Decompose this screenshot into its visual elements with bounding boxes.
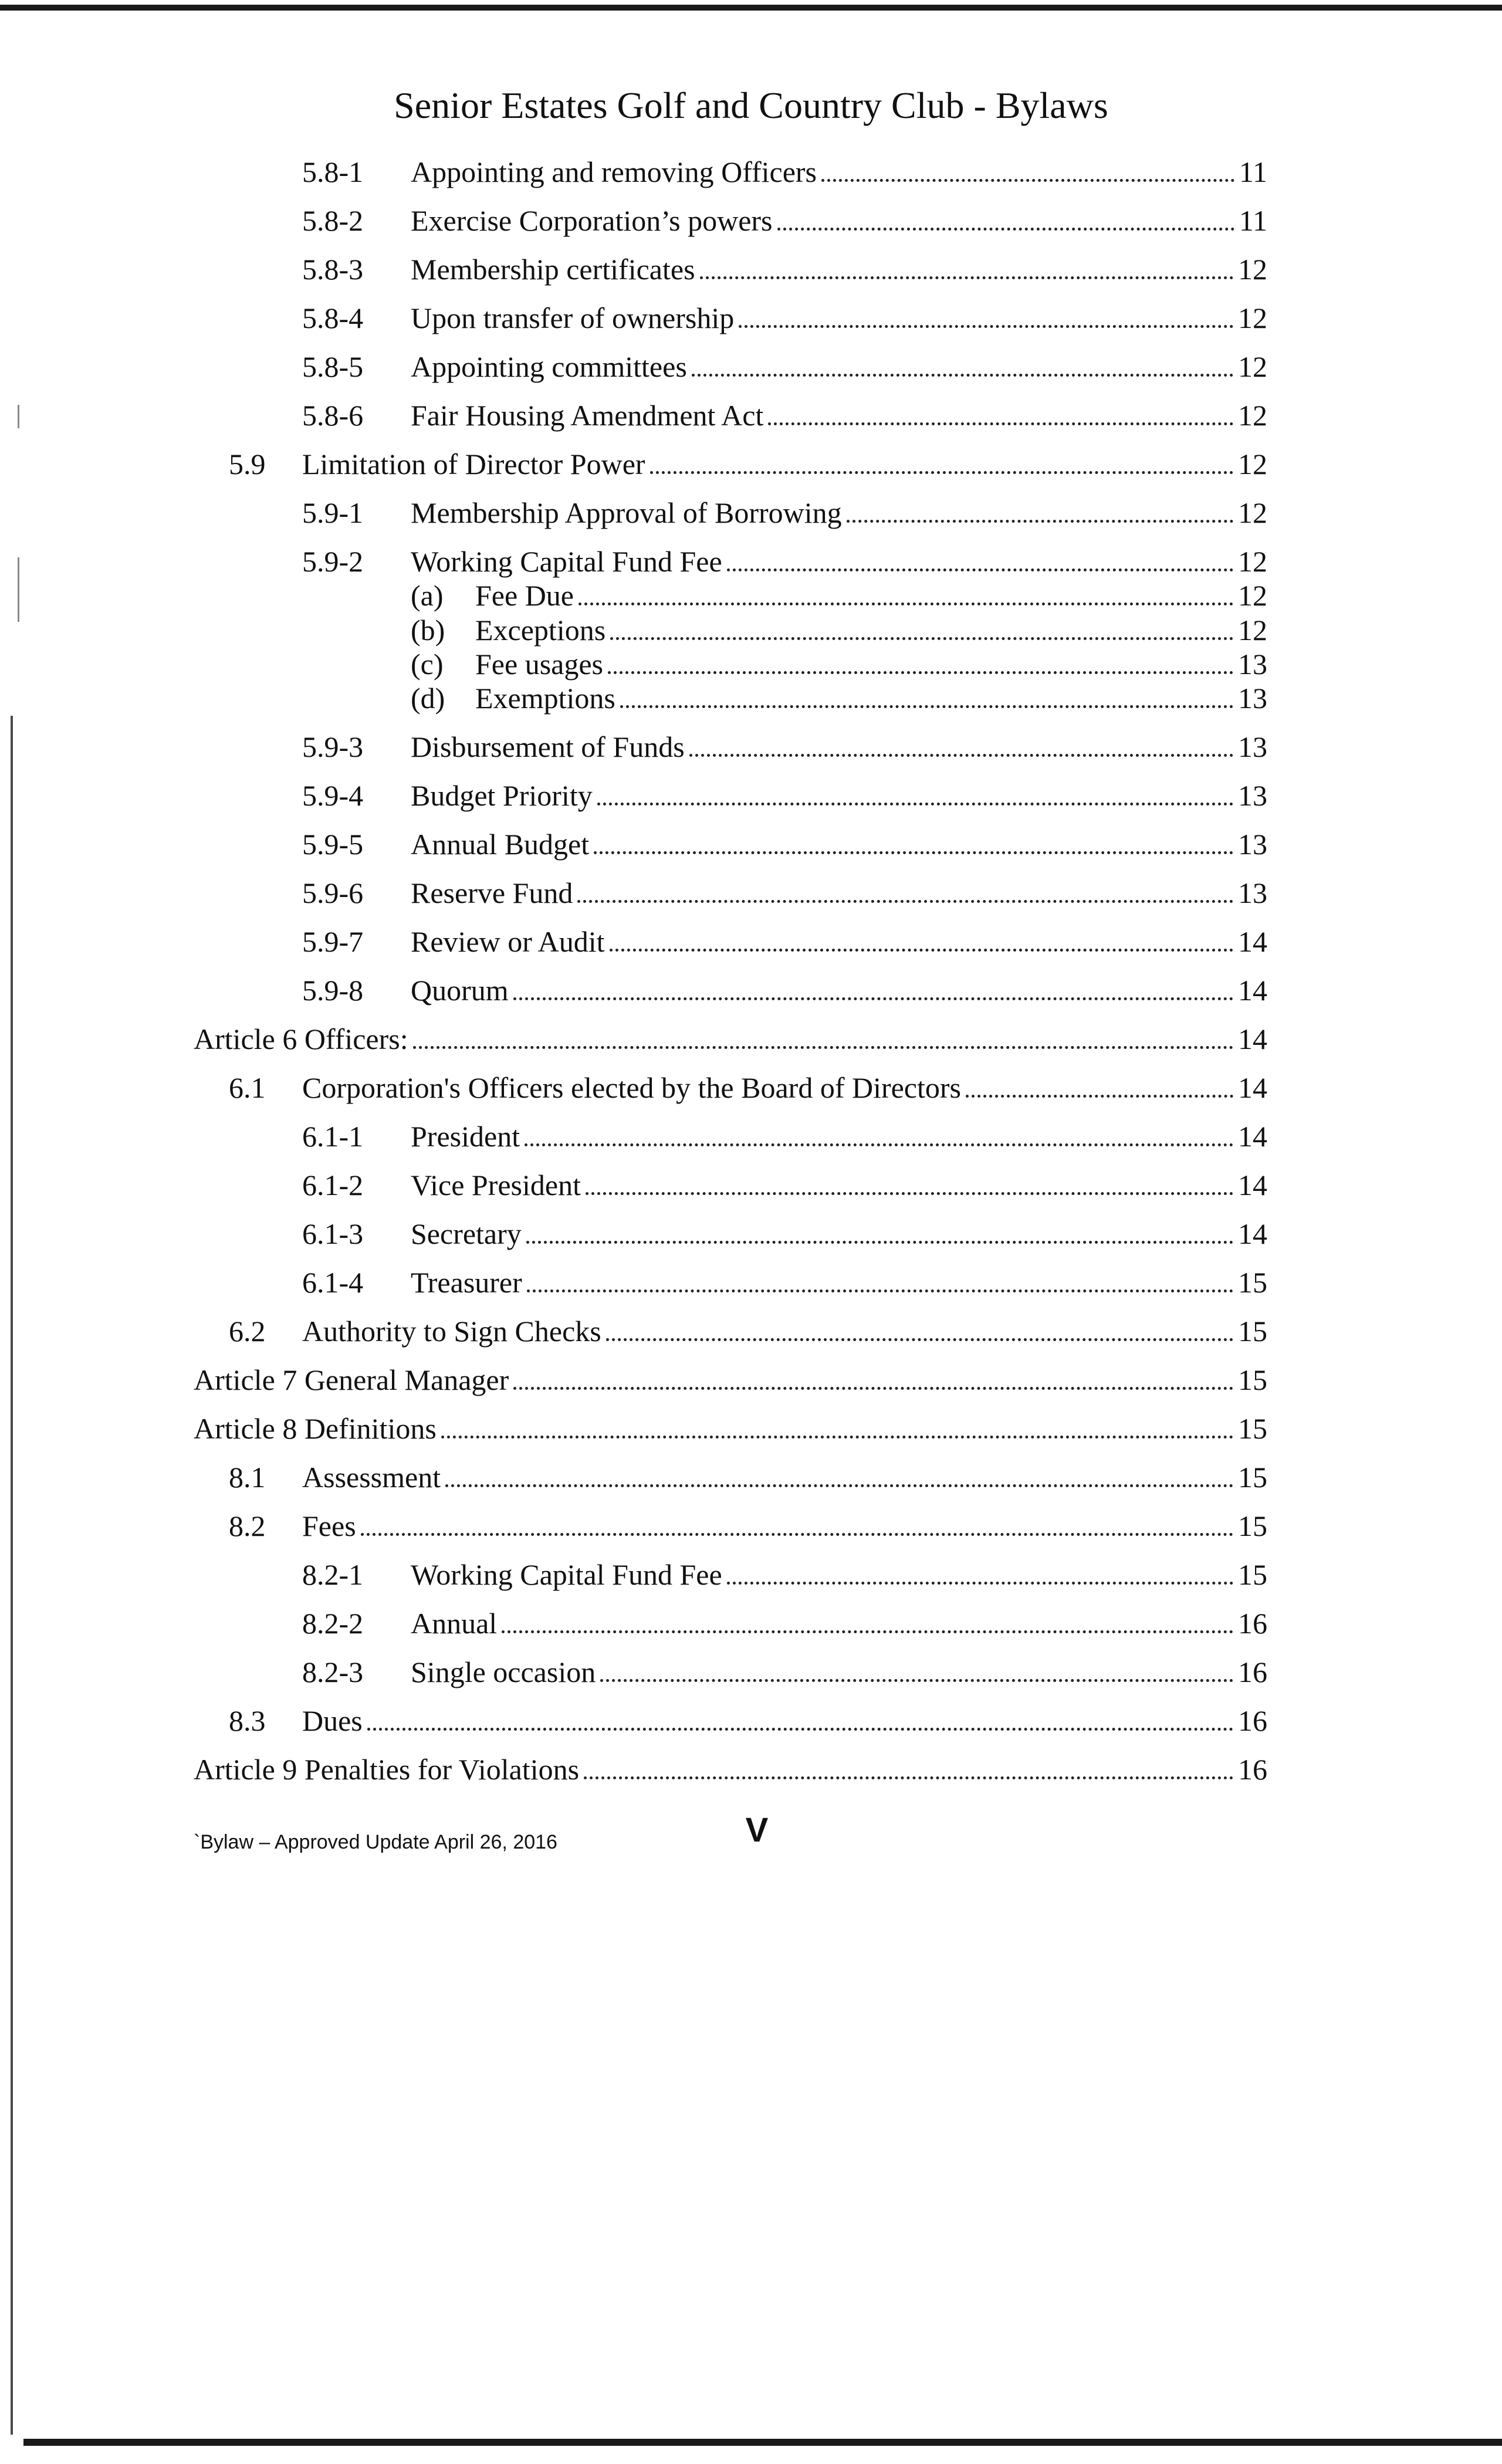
toc-entry-page: 14 [1238, 1071, 1267, 1104]
dot-leader [597, 781, 1233, 805]
toc-entry-number: 6.1-1 [302, 1120, 364, 1153]
footer-page-number: V [745, 1811, 769, 1849]
toc-entry-page: 12 [1238, 614, 1267, 647]
toc-entry-page: 14 [1238, 1023, 1267, 1055]
toc-entry-number: (d) [411, 682, 445, 715]
toc-entry [229, 1460, 1267, 1495]
dot-leader [847, 499, 1233, 523]
toc-entry-label: Fees [302, 1509, 356, 1542]
toc-entry [411, 681, 1267, 716]
toc-entry-page: 11 [1239, 204, 1267, 237]
dot-leader [966, 1074, 1233, 1098]
toc-entry-page: 16 [1238, 1704, 1267, 1737]
toc-entry-page: 15 [1238, 1509, 1267, 1542]
dot-leader [513, 976, 1233, 1000]
dot-leader [700, 255, 1233, 279]
toc-entry-number: 5.9-6 [302, 876, 364, 909]
toc-entry-label: Fee usages [475, 648, 603, 681]
toc-entry-number: 5.9-7 [302, 925, 364, 958]
toc-entry [302, 544, 1267, 579]
dot-leader [586, 1171, 1233, 1195]
toc-entry-label: Article 7 General Manager [194, 1363, 509, 1396]
toc-entry-number: 5.9-1 [302, 496, 364, 529]
toc-entry-page: 15 [1238, 1315, 1267, 1348]
dot-leader [525, 1122, 1233, 1146]
page-title: Senior Estates Golf and Country Club - Bylaws [394, 84, 1108, 126]
toc-entry-label: Appointing committees [411, 350, 687, 383]
toc-entry-page: 15 [1238, 1558, 1267, 1591]
toc-entry-number: 6.1-4 [302, 1266, 364, 1299]
toc-entry [302, 349, 1267, 384]
toc-entry-label: Assessment [302, 1461, 441, 1494]
toc-entry [229, 1314, 1267, 1349]
dot-leader [502, 1609, 1233, 1633]
toc-entry-page: 12 [1238, 302, 1267, 334]
toc-entry-page: 12 [1238, 545, 1267, 578]
toc-entry [302, 398, 1267, 433]
toc-entry-page: 15 [1238, 1412, 1267, 1445]
dot-leader [739, 304, 1233, 328]
toc-entry-page: 16 [1238, 1753, 1267, 1786]
dot-leader [441, 1414, 1233, 1439]
dot-leader [367, 1707, 1233, 1731]
toc-entry [302, 495, 1267, 530]
toc-entry-page: 15 [1238, 1461, 1267, 1494]
dot-leader [692, 353, 1233, 377]
toc-entry-number: 6.1-3 [302, 1217, 364, 1250]
toc-entry [302, 300, 1267, 336]
toc-entry-number: 5.9-8 [302, 974, 364, 1007]
toc-entry-page: 13 [1238, 682, 1267, 715]
toc-entry-page: 12 [1238, 350, 1267, 383]
toc-entry-label: Article 9 Penalties for Violations [194, 1753, 580, 1786]
dot-leader [620, 684, 1233, 708]
toc-entry-label: Reserve Fund [411, 876, 573, 909]
toc-entry-label: Secretary [411, 1217, 522, 1250]
toc-entry-label: Working Capital Fund Fee [411, 1558, 722, 1591]
toc-entry-number: (a) [411, 579, 444, 612]
dot-leader [413, 1025, 1233, 1049]
toc-entry [302, 252, 1267, 287]
dot-leader [650, 450, 1233, 474]
toc-entry-label: Dues [302, 1704, 363, 1737]
dot-leader [584, 1755, 1233, 1779]
dot-leader [689, 733, 1233, 757]
toc-entry-number: 8.1 [229, 1461, 266, 1494]
toc-entry [194, 1411, 1267, 1446]
toc-entry-label: Single occasion [411, 1656, 596, 1688]
toc-entry-number: 6.1-2 [302, 1169, 364, 1201]
toc-entry-label: Annual Budget [411, 828, 590, 861]
toc-entry [302, 1216, 1267, 1251]
toc-entry-label: Authority to Sign Checks [302, 1315, 601, 1348]
toc-entry-label: Article 8 Definitions [194, 1412, 437, 1445]
dot-leader [594, 830, 1233, 854]
toc-entry [302, 778, 1267, 813]
toc-entry-number: 5.8-6 [302, 399, 364, 432]
toc-entry-page: 15 [1238, 1363, 1267, 1396]
toc-entry-label: Exceptions [475, 614, 606, 647]
toc-entry-number: 5.8-3 [302, 253, 364, 286]
toc-entry-number: 5.9-4 [302, 779, 364, 812]
toc-entry [302, 154, 1267, 189]
toc-entry-number: 5.8-1 [302, 155, 364, 188]
toc-entry-page: 16 [1238, 1656, 1267, 1688]
toc-entry-page: 13 [1238, 876, 1267, 909]
toc-entry-number: 6.2 [229, 1315, 266, 1348]
toc-entry-number: 5.8-4 [302, 302, 364, 334]
dot-leader [610, 928, 1233, 952]
toc-entry-label: Membership Approval of Borrowing [411, 496, 842, 529]
toc-entry-number: 5.9-3 [302, 730, 364, 763]
toc-entry [229, 446, 1267, 482]
toc-entry [302, 1265, 1267, 1300]
toc-entry-label: Budget Priority [411, 779, 593, 812]
dot-leader [606, 1317, 1233, 1341]
toc-entry-number: 8.2 [229, 1509, 266, 1542]
toc-entry [194, 1752, 1267, 1787]
toc-entry-label: Exercise Corporation’s powers [411, 204, 773, 237]
dot-leader [608, 650, 1233, 674]
toc-entry [302, 875, 1267, 911]
toc-entry-label: Annual [411, 1607, 498, 1640]
toc-entry-page: 14 [1238, 974, 1267, 1007]
toc-entry-page: 12 [1238, 496, 1267, 529]
dot-leader [610, 616, 1233, 640]
toc-entry-page: 12 [1238, 448, 1267, 480]
toc-entry-page: 16 [1238, 1607, 1267, 1640]
footer-note: `Bylaw – Approved Update April 26, 2016 [194, 1831, 557, 1853]
toc-entry [302, 1557, 1267, 1592]
dot-leader [727, 547, 1233, 571]
toc-entry-page: 12 [1238, 253, 1267, 286]
dot-leader [526, 1220, 1233, 1244]
toc-entry [194, 1362, 1267, 1397]
toc-entry-label: Review or Audit [411, 925, 605, 958]
toc-entry [194, 1021, 1267, 1057]
toc-entry [302, 1654, 1267, 1690]
toc-entry-number: 8.2-3 [302, 1656, 364, 1688]
toc-entry-label: Article 6 Officers: [194, 1023, 408, 1055]
toc-entry-label: Corporation's Officers elected by the Board of Directors [302, 1071, 961, 1104]
toc-entry-label: Membership certificates [411, 253, 695, 286]
toc-entry-number: 5.9 [229, 448, 266, 480]
toc-entry-number: 6.1 [229, 1071, 266, 1104]
toc-entry-page: 13 [1238, 779, 1267, 812]
toc-entry [302, 1606, 1267, 1641]
toc-entry-label: Disbursement of Funds [411, 730, 685, 763]
toc-entry-page: 15 [1238, 1266, 1267, 1299]
toc-entry [411, 578, 1267, 613]
dot-leader [577, 879, 1233, 903]
toc-entry-label: Exemptions [475, 682, 615, 715]
toc-entry-page: 14 [1238, 925, 1267, 958]
toc-entry-page: 11 [1239, 155, 1267, 188]
toc-entry-page: 14 [1238, 1217, 1267, 1250]
toc-entry-label: Fair Housing Amendment Act [411, 399, 764, 432]
toc-entry [229, 1703, 1267, 1738]
toc-entry-page: 12 [1238, 579, 1267, 612]
toc-entry-label: Vice President [411, 1169, 581, 1201]
toc-entry-number: 5.9-5 [302, 828, 364, 861]
toc-entry-number: 5.9-2 [302, 545, 364, 578]
toc-entry-label: Quorum [411, 974, 509, 1007]
toc-entry [302, 1119, 1267, 1154]
toc-entry [302, 827, 1267, 862]
toc-entry-label: Appointing and removing Officers [411, 155, 817, 188]
toc-entry-page: 14 [1238, 1169, 1267, 1201]
dot-leader [361, 1512, 1233, 1536]
toc-entry-label: Treasurer [411, 1266, 522, 1299]
toc-entry-label: President [411, 1120, 520, 1153]
toc-entry [302, 203, 1267, 238]
toc-entry-page: 13 [1238, 730, 1267, 763]
dot-leader [821, 158, 1234, 182]
toc-entry-page: 12 [1238, 399, 1267, 432]
toc-entry-label: Fee Due [475, 579, 574, 612]
toc-entry-number: 8.2-1 [302, 1558, 364, 1591]
toc-entry-number: (b) [411, 614, 445, 647]
toc-entry-number: (c) [411, 648, 444, 681]
toc-entry-page: 13 [1238, 648, 1267, 681]
toc-entry-label: Limitation of Director Power [302, 448, 645, 480]
dot-leader [768, 401, 1233, 425]
toc-entry [302, 924, 1267, 959]
bottom-rule [23, 2439, 1502, 2446]
toc-entry [302, 973, 1267, 1008]
toc-entry [411, 647, 1267, 682]
toc-entry [229, 1070, 1267, 1105]
toc-entry-label: Working Capital Fund Fee [411, 545, 722, 578]
toc-entry [229, 1508, 1267, 1544]
dot-leader [445, 1463, 1233, 1487]
dot-leader [727, 1561, 1233, 1585]
dot-leader [600, 1658, 1233, 1682]
toc-entry [302, 729, 1267, 764]
dot-leader [513, 1366, 1233, 1390]
dot-leader [579, 581, 1233, 605]
dot-leader [527, 1268, 1233, 1292]
toc-entry-number: 5.8-5 [302, 350, 364, 383]
toc-entry-page: 13 [1238, 828, 1267, 861]
toc-entry-number: 8.2-2 [302, 1607, 364, 1640]
toc-entry-number: 8.3 [229, 1704, 266, 1737]
dot-leader [777, 207, 1234, 231]
toc-entry-label: Upon transfer of ownership [411, 302, 735, 334]
toc-entry [302, 1167, 1267, 1203]
toc-entry [411, 612, 1267, 648]
toc-entry-number: 5.8-2 [302, 204, 364, 237]
toc-entry-page: 14 [1238, 1120, 1267, 1153]
